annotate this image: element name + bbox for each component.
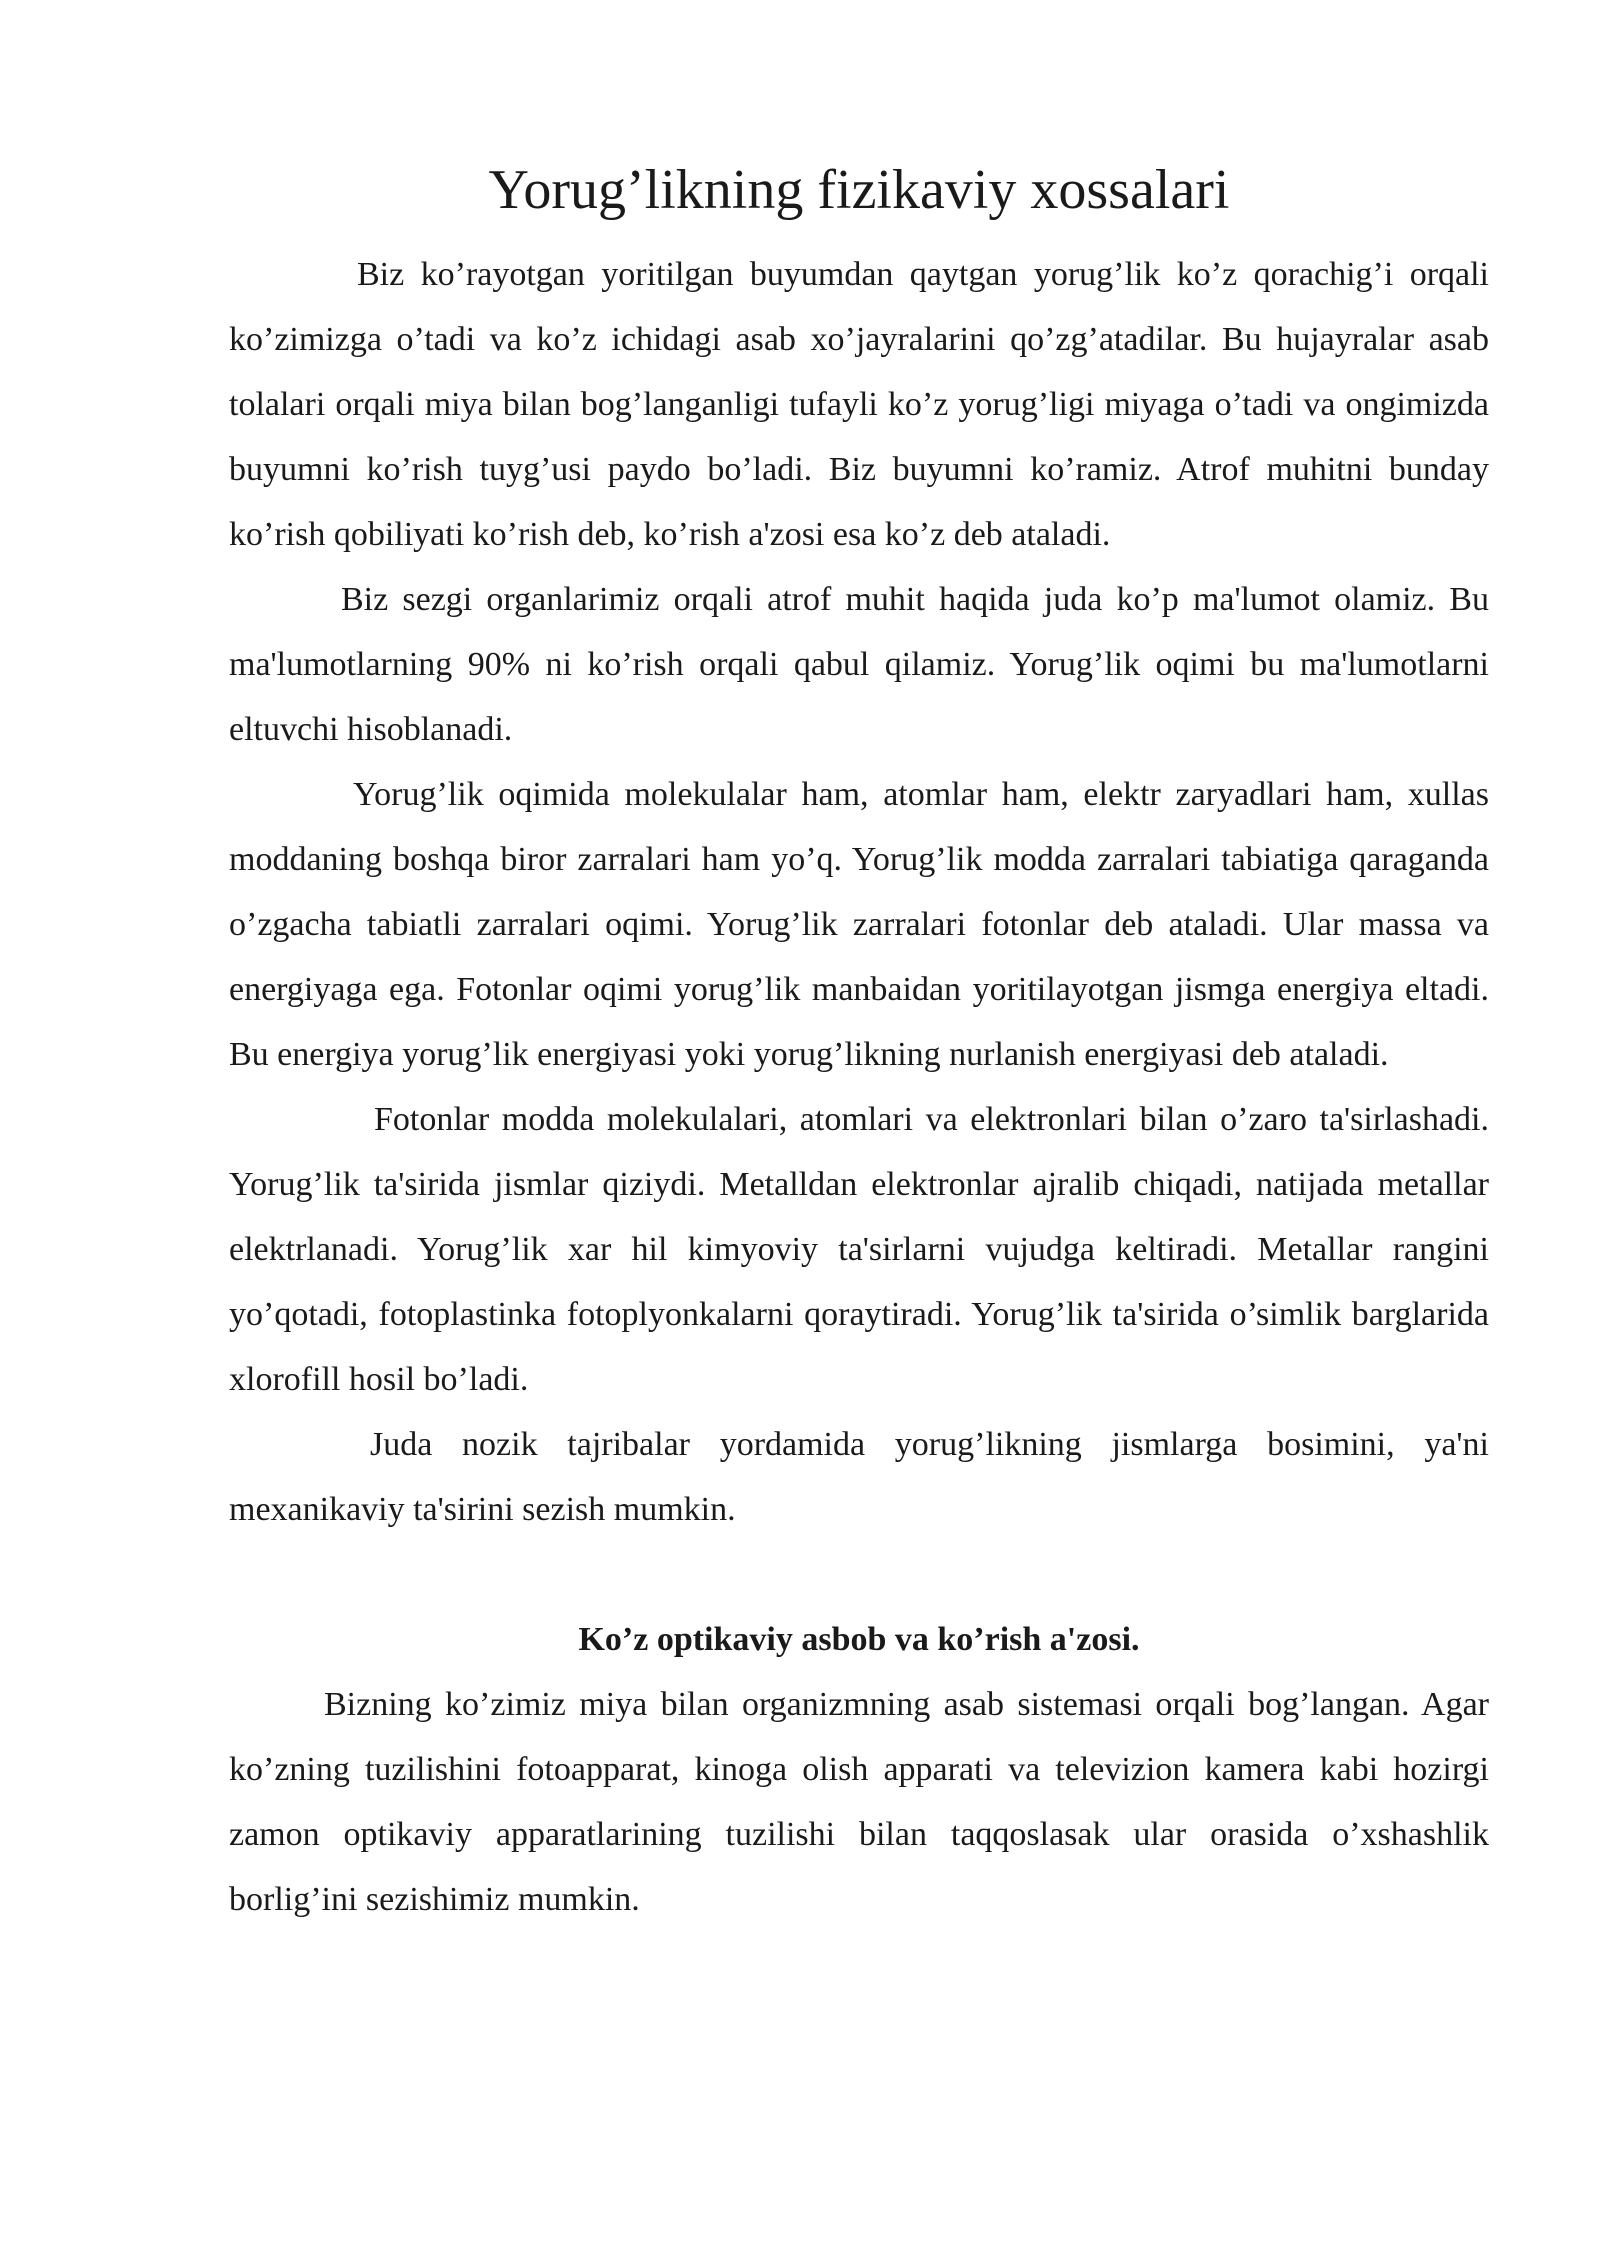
paragraph-4: Fotonlar modda molekulalari, atomlari va elektronlari bilan o’zaro ta'sirlashadi. Yorug’lik ta'sirida jismlar qiziydi. Metalldan elektronlar ajralib chiqadi, natijada metallar elektrlanadi. Yorug’lik xar hil kimyoviy ta'sirlarni vujudga keltiradi. Metallar rangini yo’qotadi, fotoplastinka fotoplyonkalarni qoraytiradi. Yorug’lik ta'sirida o’simlik barglarida xlorofill hosil bo’ladi.	[229, 1101, 1489, 1398]
paragraph-5: Juda nozik tajribalar yordamida yorug’likning jismlarga bosimini, ya'ni mexanikaviy ta'sirini sezish mumkin.	[229, 1426, 1489, 1528]
section-heading: Ko’z optikaviy asbob va ko’rish a'zosi.	[578, 1621, 1140, 1658]
paragraph-2: Biz sezgi organlarimiz orqali atrof muhit haqida juda ko’p ma'lumot olamiz. Bu ma'lumotlarning 90% ni ko’rish orqali qabul qilamiz. Yorug’lik oqimi bu ma'lumotlarni eltuvchi hisoblanadi.	[229, 581, 1489, 748]
closing-paragraph: Bizning ko’zimiz miya bilan organizmning asab sistemasi orqali bog’langan. Agar ko’zning tuzilishini fotoapparat, kinoga olish apparati va televizion kamera kabi hozirgi zamon optikaviy apparatlarining tuzilishi bilan taqqoslasak ular orasida o’xshashlik borlig’ini sezishimiz mumkin.	[229, 1686, 1489, 1918]
document-title: Yorug’likning fizikaviy xossalari	[488, 159, 1230, 221]
paragraph-1: Biz ko’rayotgan yoritilgan buyumdan qaytgan yorug’lik ko’z qorachig’i orqali ko’zimizga o’tadi va ko’z ichidagi asab xo’jayralarini qo’zg’atadilar. Bu hujayralar asab tolalari orqali miya bilan bog’langanligi tufayli ko’z yorug’ligi miyaga o’tadi va ongimizda buyumni ko’rish tuyg’usi paydo bo’ladi. Biz buyumni ko’ramiz. Atrof muhitni bunday ko’rish qobiliyati ko’rish deb, ko’rish a'zosi esa ko’z deb ataladi.	[229, 256, 1489, 553]
document-body	[229, 242, 1489, 1932]
paragraph-3: Yorug’lik oqimida molekulalar ham, atomlar ham, elektr zaryadlari ham, xullas moddaning boshqa biror zarralari ham yo’q. Yorug’lik modda zarralari tabiatiga qaraganda o’zgacha tabiatli zarralari oqimi. Yorug’lik zarralari fotonlar deb ataladi. Ular massa va energiyaga ega. Fotonlar oqimi yorug’lik manbaidan yoritilayotgan jismga energiya eltadi. Bu energiya yorug’lik energiyasi yoki yorug’likning nurlanish energiyasi deb ataladi.	[229, 776, 1489, 1073]
